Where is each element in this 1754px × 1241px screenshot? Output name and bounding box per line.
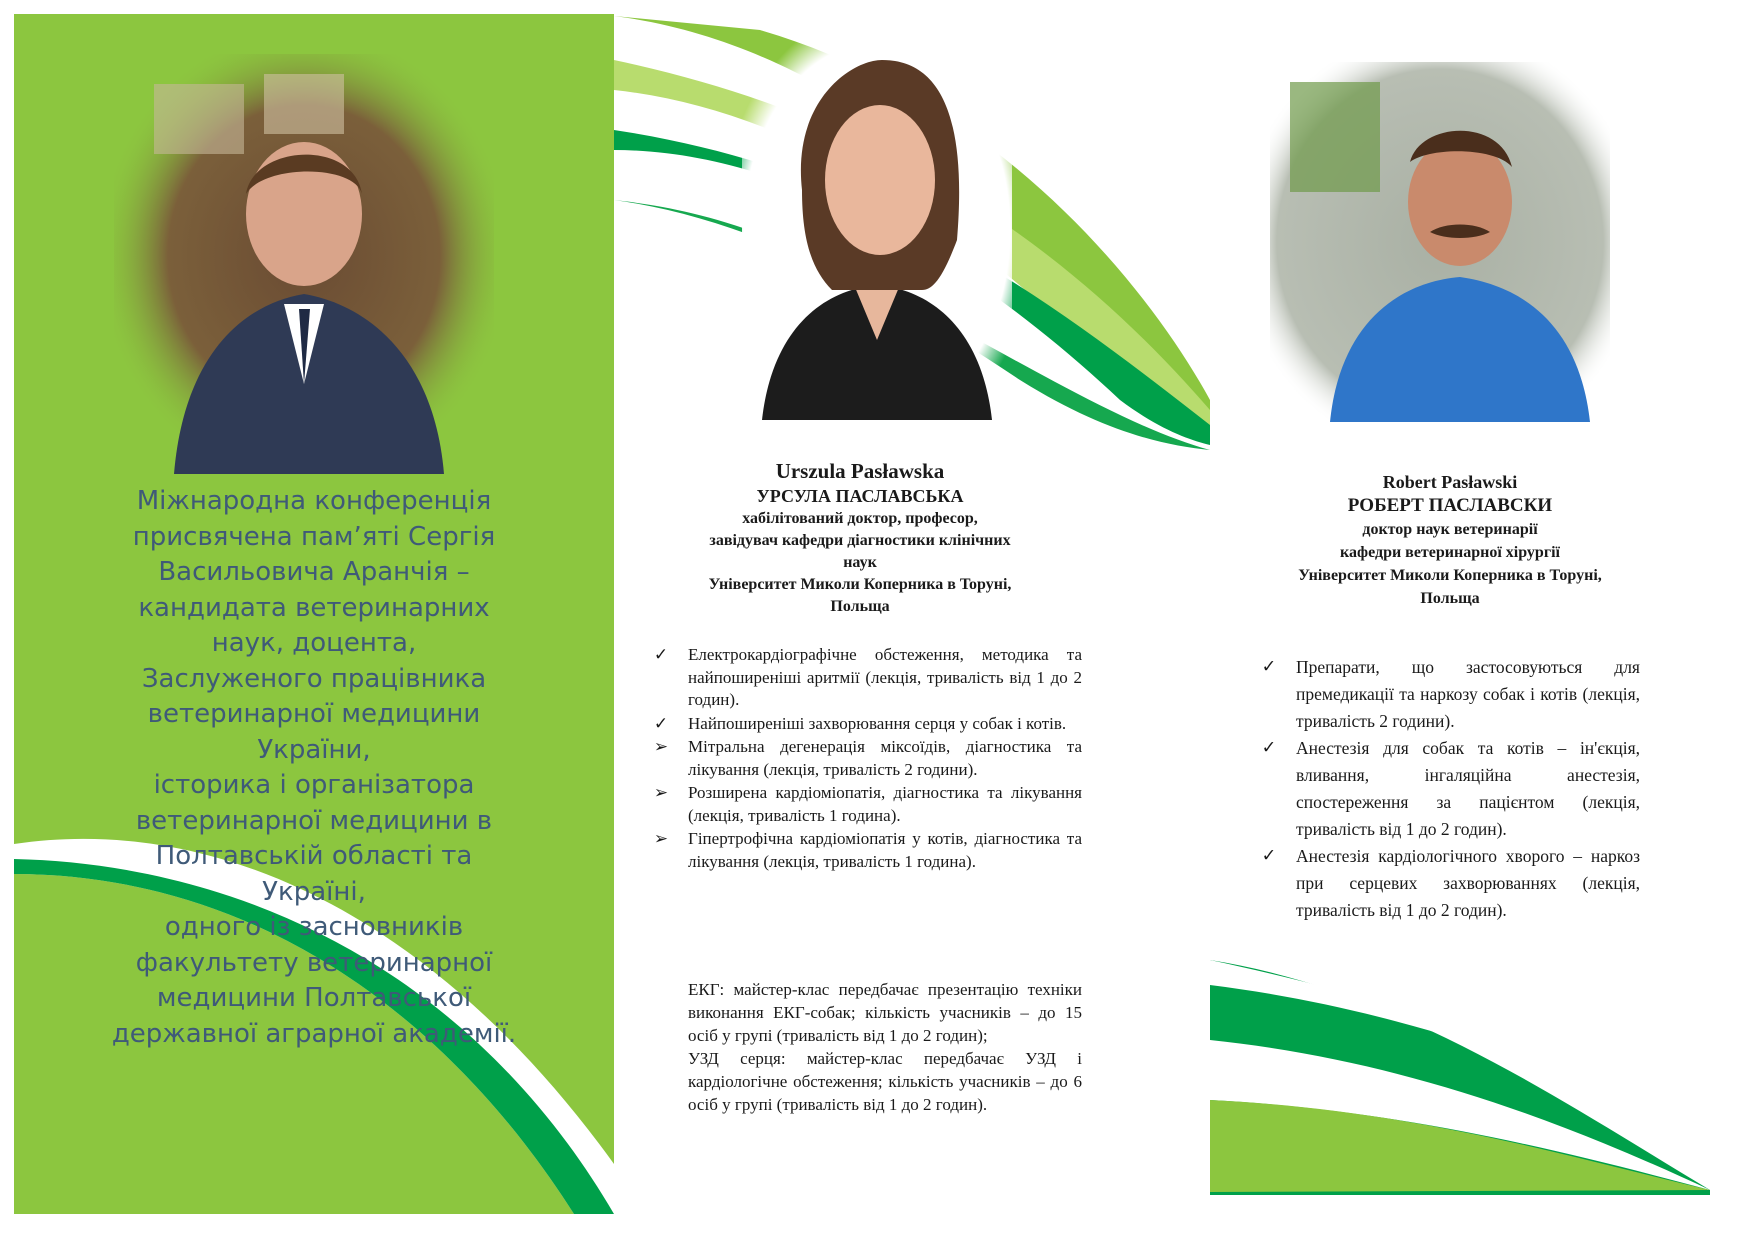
speaker-header-right bbox=[1240, 470, 1660, 610]
right-bottom-light-band bbox=[1210, 1040, 1710, 1190]
check-icon: ✓ bbox=[653, 713, 669, 734]
lecture-item bbox=[653, 782, 1082, 827]
speaker-title-line: наук bbox=[843, 554, 877, 571]
speaker-name-cyrillic: РОБЕРТ ПАСЛАВСКИ bbox=[1347, 495, 1553, 516]
lecture-item bbox=[653, 644, 1082, 712]
lecture-item bbox=[653, 828, 1082, 873]
lecture-list-right bbox=[1261, 654, 1640, 924]
memorial-dedication-text bbox=[54, 484, 574, 1052]
masterclass-description bbox=[688, 978, 1082, 1116]
lecture-text: Гіпертрофічна кардіоміопатія у котів, діагностика та лікування (лекція, тривалість 1 година). bbox=[688, 829, 1082, 871]
memorial-line: ветеринарної медицини в bbox=[135, 805, 493, 836]
memorial-line: медицини Полтавської bbox=[156, 983, 472, 1013]
speaker-name-cyrillic: УРСУЛА ПАСЛАВСЬКА bbox=[756, 486, 964, 506]
lecture-text: Анестезія кардіологічного хворого – наркоз при серцевих захворюваннях (лекція, тривалість від 1 до 2 годин). bbox=[1296, 846, 1640, 920]
lecture-text: Препарати, що застосовуються для премедикації та наркозу собак і котів (лекція, тривалість 2 години). bbox=[1296, 657, 1640, 731]
lecture-item bbox=[1261, 735, 1640, 843]
memorial-line: державної аграрної академії. bbox=[111, 1018, 517, 1049]
speaker-title-line: Університет Миколи Коперника в Toруні, bbox=[708, 576, 1012, 593]
portrait-photo-left bbox=[114, 54, 494, 474]
left-panel bbox=[14, 14, 614, 1214]
lecture-item bbox=[653, 713, 1082, 736]
lecture-text: Електрокардіографічне обстеження, методика та найпоширеніші аритмії (лекція, тривалість від 1 до 2 годин). bbox=[688, 645, 1082, 709]
lecture-list-middle bbox=[653, 644, 1082, 874]
memorial-line: присвячена пам’яті Сергія bbox=[132, 521, 496, 552]
portrait-photo-right bbox=[1270, 62, 1610, 422]
arrow-icon: ➢ bbox=[653, 783, 669, 803]
right-bottom-green-band bbox=[1210, 960, 1710, 1195]
speaker-title-line: завідувач кафедри діагностики клінічних bbox=[709, 532, 1011, 549]
speaker-title-line: Польща bbox=[1420, 590, 1480, 607]
check-icon: ✓ bbox=[1261, 846, 1277, 866]
portrait-photo-middle bbox=[742, 40, 1012, 420]
masterclass-ekg: ЕКГ: майстер-клас передбачає презентацію техніки виконання ЕКГ-собак; кількість учасників – до 15 осіб у групі (тривалість від 1 до 2 годин); bbox=[688, 980, 1082, 1045]
speaker-name-latin: Robert Pasławski bbox=[1382, 472, 1518, 492]
lecture-item bbox=[653, 736, 1082, 781]
speaker-name-latin: Urszula Pasławska bbox=[775, 459, 945, 483]
speaker-header-middle bbox=[640, 458, 1080, 618]
memorial-line: факультету ветеринарної bbox=[135, 947, 493, 978]
check-icon: ✓ bbox=[1261, 738, 1277, 758]
memorial-line: наук, доцента, bbox=[211, 628, 417, 658]
memorial-line: Полтавській області та bbox=[155, 841, 473, 871]
memorial-line: Заслуженого працівника bbox=[141, 663, 487, 694]
lecture-item bbox=[1261, 654, 1640, 735]
lecture-text: Мітральна дегенерація міксоїдів, діагностика та лікування (лекція, тривалість 2 години). bbox=[688, 737, 1082, 779]
speaker-title-line: Польща bbox=[830, 598, 890, 615]
memorial-line: одного із засновників bbox=[164, 912, 464, 942]
masterclass-uzd: УЗД серця: майстер-клас передбачає УЗД і кардіологічне обстеження; кількість учасників – до 6 осіб у групі (тривалість від 1 до 2 годин). bbox=[688, 1049, 1082, 1114]
right-upper-thin-band bbox=[1210, 960, 1550, 1070]
speaker-title-line: доктор наук ветеринарії bbox=[1362, 521, 1538, 538]
memorial-line: Міжнародна конференція bbox=[136, 486, 492, 516]
speaker-title-line: кафедри ветеринарної хірургії bbox=[1340, 544, 1560, 561]
arrow-icon: ➢ bbox=[653, 829, 669, 849]
lecture-text: Найпоширеніші захворювання серця у собак і котів. bbox=[688, 713, 1067, 733]
lecture-text: Розширена кардіоміопатія, діагностика та лікування (лекція, тривалість 1 година). bbox=[688, 783, 1082, 825]
memorial-line: Васильовича Аранчія – bbox=[158, 557, 470, 587]
check-icon: ✓ bbox=[1261, 657, 1277, 677]
lecture-item bbox=[1261, 843, 1640, 924]
speaker-title-line: Університет Миколи Коперника в Торуні, bbox=[1298, 567, 1602, 584]
speaker-title-line: хабілітований доктор, професор, bbox=[742, 510, 978, 527]
memorial-line: кандидата ветеринарних bbox=[138, 592, 490, 623]
memorial-line: ветеринарної медицини bbox=[147, 699, 481, 729]
memorial-line: історика і організатора bbox=[153, 770, 475, 800]
arrow-icon: ➢ bbox=[653, 737, 669, 757]
lecture-text: Анестезія для собак та котів – ін'єкція, вливання, інгаляційна анестезія, спостереження за пацієнтом (лекція, тривалість від 1 до 2 годин). bbox=[1296, 738, 1640, 839]
memorial-line: України, bbox=[257, 734, 371, 765]
check-icon: ✓ bbox=[653, 645, 669, 665]
right-bottom-light-green bbox=[1210, 1100, 1710, 1192]
memorial-line: Україні, bbox=[262, 876, 366, 907]
